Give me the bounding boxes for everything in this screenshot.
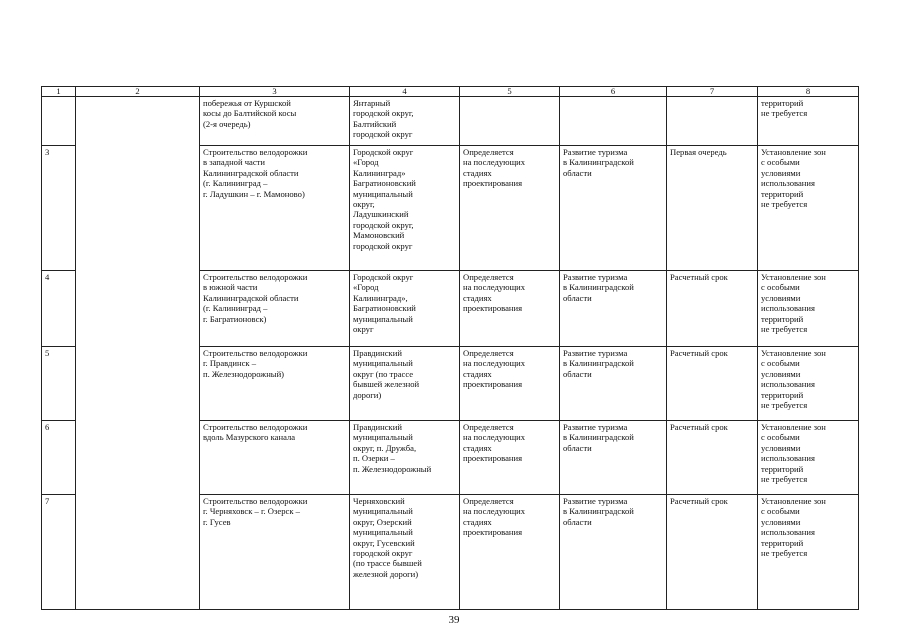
column-header: 8 [758,87,859,97]
purpose-cell: Развитие туризма в Калининградской области [560,347,667,421]
object-cell: Строительство велодорожки г. Правдинск – п. Железнодорожный) [200,347,350,421]
row-number [42,97,76,146]
column-header: 2 [76,87,200,97]
row-number: 5 [42,347,76,421]
location-cell: Городской округ «Город Калининград», Багратионовский муниципальный округ [350,271,460,347]
column-header: 4 [350,87,460,97]
row-number: 7 [42,495,76,610]
purpose-cell: Развитие туризма в Калининградской области [560,146,667,271]
column-2-cell [76,97,200,610]
zones-cell: территорий не требуется [758,97,859,146]
location-cell: Янтарный городской округ, Балтийский городской округ [350,97,460,146]
characteristics-cell: Определяется на последующих стадиях проектирования [460,421,560,495]
characteristics-cell: Определяется на последующих стадиях проектирования [460,146,560,271]
characteristics-cell: Определяется на последующих стадиях проектирования [460,495,560,610]
purpose-cell [560,97,667,146]
zones-cell: Установление зон с особыми условиями использования территорий не требуется [758,495,859,610]
characteristics-cell: Определяется на последующих стадиях проектирования [460,347,560,421]
zones-cell: Установление зон с особыми условиями использования территорий не требуется [758,421,859,495]
location-cell: Правдинский муниципальный округ, п. Дружба, п. Озерки – п. Железнодорожный [350,421,460,495]
row-number: 3 [42,146,76,271]
term-cell [667,97,758,146]
purpose-cell: Развитие туризма в Калининградской области [560,421,667,495]
row-number: 6 [42,421,76,495]
location-cell: Черняховский муниципальный округ, Озерский муниципальный округ, Гусевский городской округ (по трассе бывшей железной дороги) [350,495,460,610]
planning-table [41,86,859,610]
column-header: 3 [200,87,350,97]
column-header: 6 [560,87,667,97]
column-header: 1 [42,87,76,97]
object-cell: Строительство велодорожки г. Черняховск – г. Озерск – г. Гусев [200,495,350,610]
term-cell: Расчетный срок [667,347,758,421]
object-cell: Строительство велодорожки в западной части Калининградской области (г. Калининград – г. Ладушкин – г. Мамоново) [200,146,350,271]
object-cell: Строительство велодорожки в южной части Калининградской области (г. Калининград – г. Багратионовск) [200,271,350,347]
term-cell: Первая очередь [667,146,758,271]
term-cell: Расчетный срок [667,421,758,495]
term-cell: Расчетный срок [667,495,758,610]
purpose-cell: Развитие туризма в Калининградской области [560,271,667,347]
column-header: 5 [460,87,560,97]
row-number: 4 [42,271,76,347]
object-cell: Строительство велодорожки вдоль Мазурского канала [200,421,350,495]
zones-cell: Установление зон с особыми условиями использования территорий не требуется [758,146,859,271]
zones-cell: Установление зон с особыми условиями использования территорий не требуется [758,271,859,347]
zones-cell: Установление зон с особыми условиями использования территорий не требуется [758,347,859,421]
location-cell: Городской округ «Город Калининград» Багратионовский муниципальный округ, Ладушкинский городской округ, Мамоновский городской округ [350,146,460,271]
term-cell: Расчетный срок [667,271,758,347]
location-cell: Правдинский муниципальный округ (по трассе бывшей железной дороги) [350,347,460,421]
table-header-row [42,87,859,97]
page-number: 39 [448,614,460,626]
column-header: 7 [667,87,758,97]
characteristics-cell: Определяется на последующих стадиях проектирования [460,271,560,347]
object-cell: побережья от Куршской косы до Балтийской косы (2-я очередь) [200,97,350,146]
purpose-cell: Развитие туризма в Калининградской области [560,495,667,610]
table-row [42,97,859,146]
characteristics-cell [460,97,560,146]
